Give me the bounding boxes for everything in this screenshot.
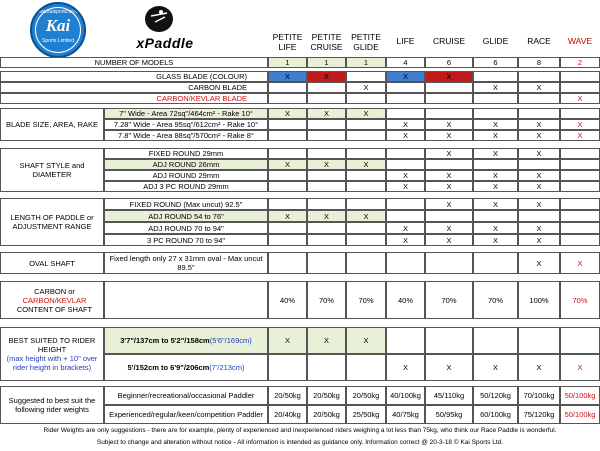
column-header-petite-glide: PETITE GLIDE [351,32,381,52]
blade-size-group-label: BLADE SIZE, AREA, RAKE [0,108,104,141]
table-cell [346,170,386,181]
table-cell: X [518,119,560,130]
table-cell [518,93,560,104]
rider-weight-cell: 20/50kg [346,386,386,405]
table-cell [346,119,386,130]
length-label: FIXED ROUND (Max uncut) 92.5" [104,198,268,210]
table-cell [386,108,425,119]
carbon-content-cell: 70% [346,281,386,319]
rider-height-group-label [0,327,104,381]
table-cell: X [560,119,600,130]
table-cell [307,130,346,141]
table-cell: X [346,210,386,222]
shaft-style-group-label: SHAFT STYLE and DIAMETER [0,148,104,192]
rider-weight-cell: 50/100kg [560,405,600,424]
table-cell [346,252,386,274]
table-cell [346,354,386,381]
table-cell [346,71,386,82]
table-cell: X [518,82,560,93]
rider-height-max: (7'/213cm) [209,363,245,372]
table-cell: X [518,181,560,192]
table-cell: X [268,210,307,222]
rider-height-label [104,354,268,381]
table-cell [425,82,473,93]
rider-weight-cell: 50/95kg [425,405,473,424]
table-cell [386,327,425,354]
table-cell [386,93,425,104]
column-header-petite-cruise: PETITE CRUISE [310,32,343,52]
table-cell [307,148,346,159]
table-cell: X [268,108,307,119]
table-cell: X [307,327,346,354]
table-cell [386,198,425,210]
column-header-race: RACE [527,36,551,46]
number-of-models-cell: 6 [473,57,518,68]
table-cell [386,82,425,93]
table-cell [386,159,425,170]
number-of-models-cell: 4 [386,57,425,68]
table-cell [307,93,346,104]
shaft-style-label: ADJ ROUND 29mm [104,170,268,181]
table-cell [268,148,307,159]
table-cell: X [268,159,307,170]
table-cell: X [386,181,425,192]
table-cell [425,210,473,222]
shaft-style-label: ADJ 3 PC ROUND 29mm [104,181,268,192]
carbon-content-cell: 40% [386,281,425,319]
table-cell [560,148,600,159]
table-cell [307,354,346,381]
table-cell: X [560,354,600,381]
column-header-petite-life: PETITE LIFE [272,32,303,52]
table-cell [473,252,518,274]
table-cell [560,181,600,192]
table-cell [307,181,346,192]
xpaddle-logo [117,4,213,52]
table-cell [560,198,600,210]
oval-shaft-group-label: OVAL SHAFT [0,252,104,274]
table-cell: X [518,354,560,381]
table-cell: X [268,327,307,354]
table-cell [346,93,386,104]
table-cell [560,71,600,82]
kai-sports-logo [30,2,86,58]
carbon-content-cell: 40% [268,281,307,319]
rider-height-title: BEST SUITED TO RIDER HEIGHT [8,336,96,354]
table-cell: X [473,130,518,141]
table-cell [307,222,346,234]
table-cell [425,327,473,354]
table-cell [518,159,560,170]
column-header-glide: GLIDE [482,36,509,46]
table-cell [560,222,600,234]
rider-weight-cell: 20/50kg [268,386,307,405]
carbon-kevlar-label-line: CARBON/KEVLAR [22,295,87,305]
rider-weight-cell: 20/50kg [307,405,346,424]
rider-height-range: 5'/152cm to 6'9"/206cm [127,363,210,372]
table-cell [346,222,386,234]
table-cell: X [473,354,518,381]
carbon-content-spacer [104,281,268,319]
footer-note-1: Rider Weights are only suggestions - there are for example, plenty of experienced and inexperienced riders weighing a lot less than 75kg, who think our Race Paddle is wonderful. [43,427,557,434]
rider-height-note: (max height with + 10" over rider height in brackets) [6,354,98,372]
kai-logo-text: Kai [45,16,71,35]
table-cell [346,234,386,246]
table-cell [560,170,600,181]
rider-weight-cell: 60/100kg [473,405,518,424]
table-cell: X [560,93,600,104]
table-cell [307,170,346,181]
table-cell: X [425,170,473,181]
footer-note-2: Subject to change and alteration without notice - All information is intended as guidance only. Information correct @ 20-3-18 © Kai Sports Ltd. [96,439,504,446]
table-cell [560,234,600,246]
table-cell: X [425,181,473,192]
xpaddle-wordmark: xPaddle [136,35,194,51]
rider-weights-label: Beginner/recreational/occasional Paddler [104,386,268,405]
table-cell [268,130,307,141]
rider-weight-cell: 20/50kg [307,386,346,405]
content-of-shaft-label-line: CONTENT OF SHAFT [16,304,93,314]
table-cell: X [473,119,518,130]
kai-logo-sub: Sports Limited [42,38,74,44]
length-label: 3 PC ROUND 70 to 94" [104,234,268,246]
kai-logo-url: www.kaisports.co.uk [35,9,81,15]
table-cell: X [518,148,560,159]
table-cell: X [425,354,473,381]
length-label: ADJ ROUND 54 to 76" [104,210,268,222]
table-cell: X [386,170,425,181]
table-cell: X [518,130,560,141]
table-cell: X [518,170,560,181]
table-cell [307,119,346,130]
table-cell: X [386,222,425,234]
table-cell [560,159,600,170]
table-cell: X [473,222,518,234]
column-header-wave: WAVE [567,36,593,46]
number-of-models-cell: 6 [425,57,473,68]
table-cell [518,327,560,354]
table-cell [560,327,600,354]
table-cell: X [473,198,518,210]
table-cell [425,252,473,274]
number-of-models-cell: 8 [518,57,560,68]
table-cell [307,252,346,274]
rider-height-label [104,327,268,354]
rider-height-max: (5'6"/169cm) [209,336,252,345]
table-cell [386,252,425,274]
table-cell: X [346,159,386,170]
table-cell [268,222,307,234]
table-cell: X [386,234,425,246]
carbon-content-cell: 70% [560,281,600,319]
blade-size-label: 7" Wide - Area 72sq"/464cm² - Rake 10° [104,108,268,119]
table-cell [473,93,518,104]
table-cell: X [346,327,386,354]
table-cell [268,234,307,246]
table-cell [425,93,473,104]
shaft-style-label: FIXED ROUND 29mm [104,148,268,159]
table-cell: X [307,159,346,170]
blade-label: GLASS BLADE (COLOUR) [0,71,268,82]
rider-weight-cell: 70/100kg [518,386,560,405]
table-cell [268,93,307,104]
table-cell: X [386,354,425,381]
table-cell [268,170,307,181]
table-cell [473,327,518,354]
table-cell [473,159,518,170]
table-cell [346,198,386,210]
oval-shaft-label: Fixed length only 27 x 31mm oval - Max uncut 89.5" [104,252,268,274]
table-cell: X [560,130,600,141]
table-cell [268,119,307,130]
number-of-models-cell: 2 [560,57,600,68]
table-cell: X [518,222,560,234]
carbon-content-cell: 70% [307,281,346,319]
table-cell: X [518,234,560,246]
blade-label: CARBON BLADE [0,82,268,93]
table-cell: X [307,108,346,119]
table-cell [425,159,473,170]
table-cell [268,198,307,210]
table-cell: X [386,71,425,82]
table-cell: X [268,71,307,82]
number-of-models-cell: 1 [346,57,386,68]
table-cell: X [518,252,560,274]
blade-size-label: 7.28" Wide - Area 95sq"/612cm² - Rake 10° [104,119,268,130]
table-cell: X [425,71,473,82]
table-cell: X [425,222,473,234]
table-cell: X [560,252,600,274]
table-cell: X [346,108,386,119]
table-cell [268,354,307,381]
table-cell [560,82,600,93]
rider-height-range: 3'7"/137cm to 5'2"/158cm [120,336,210,345]
table-cell [473,71,518,82]
rider-weight-cell: 75/120kg [518,405,560,424]
table-cell [560,210,600,222]
number-of-models-cell: 1 [268,57,307,68]
length-group-label: LENGTH OF PADDLE or ADJUSTMENT RANGE [0,198,104,246]
rider-weight-cell: 40/100kg [386,386,425,405]
shaft-style-label: ADJ ROUND 26mm [104,159,268,170]
table-cell [386,148,425,159]
table-cell: X [307,210,346,222]
carbon-content-cell: 70% [473,281,518,319]
number-of-models-cell: 1 [307,57,346,68]
length-label: ADJ ROUND 70 to 94" [104,222,268,234]
number-of-models-label: NUMBER OF MODELS [0,57,268,68]
column-header-cruise: CRUISE [432,36,466,46]
rider-weights-label: Experienced/regular/keen/competition Paddler [104,405,268,424]
table-cell [268,252,307,274]
rider-weight-cell: 50/100kg [560,386,600,405]
table-cell [346,148,386,159]
table-cell [473,210,518,222]
table-cell [307,82,346,93]
table-cell: X [473,234,518,246]
table-cell [518,108,560,119]
table-cell [307,234,346,246]
table-cell: X [473,148,518,159]
blade-size-label: 7.8" Wide - Area 88sq"/570cm² - Rake 8° [104,130,268,141]
table-cell: X [518,198,560,210]
table-cell [386,210,425,222]
table-cell [425,108,473,119]
table-cell: X [386,130,425,141]
table-cell: X [386,119,425,130]
column-header-life: LIFE [396,36,415,46]
table-cell: X [425,130,473,141]
table-cell: X [473,170,518,181]
table-cell: X [473,82,518,93]
rider-weight-cell: 20/40kg [268,405,307,424]
rider-weight-cell: 45/110kg [425,386,473,405]
rider-weight-cell: 40/75kg [386,405,425,424]
table-cell: X [473,181,518,192]
table-cell: X [425,119,473,130]
table-cell [560,108,600,119]
rider-weight-cell: 50/120kg [473,386,518,405]
table-cell: X [425,234,473,246]
table-cell: X [346,82,386,93]
table-cell [346,181,386,192]
carbon-label-line: CARBON or [34,286,75,296]
table-cell [268,82,307,93]
table-cell [518,71,560,82]
table-cell [518,210,560,222]
carbon-content-cell: 100% [518,281,560,319]
table-cell: X [425,198,473,210]
table-cell [307,198,346,210]
table-cell: X [425,148,473,159]
carbon-content-label [0,281,104,319]
rider-weights-group-label: Suggested to best suit the following rider weights [0,386,104,424]
paddler-mark-icon [141,4,177,34]
blade-label: CARBON/KEVLAR BLADE [0,93,268,104]
table-cell [268,181,307,192]
table-cell [473,108,518,119]
table-cell: X [307,71,346,82]
carbon-content-cell: 70% [425,281,473,319]
table-cell [346,130,386,141]
rider-weight-cell: 25/50kg [346,405,386,424]
